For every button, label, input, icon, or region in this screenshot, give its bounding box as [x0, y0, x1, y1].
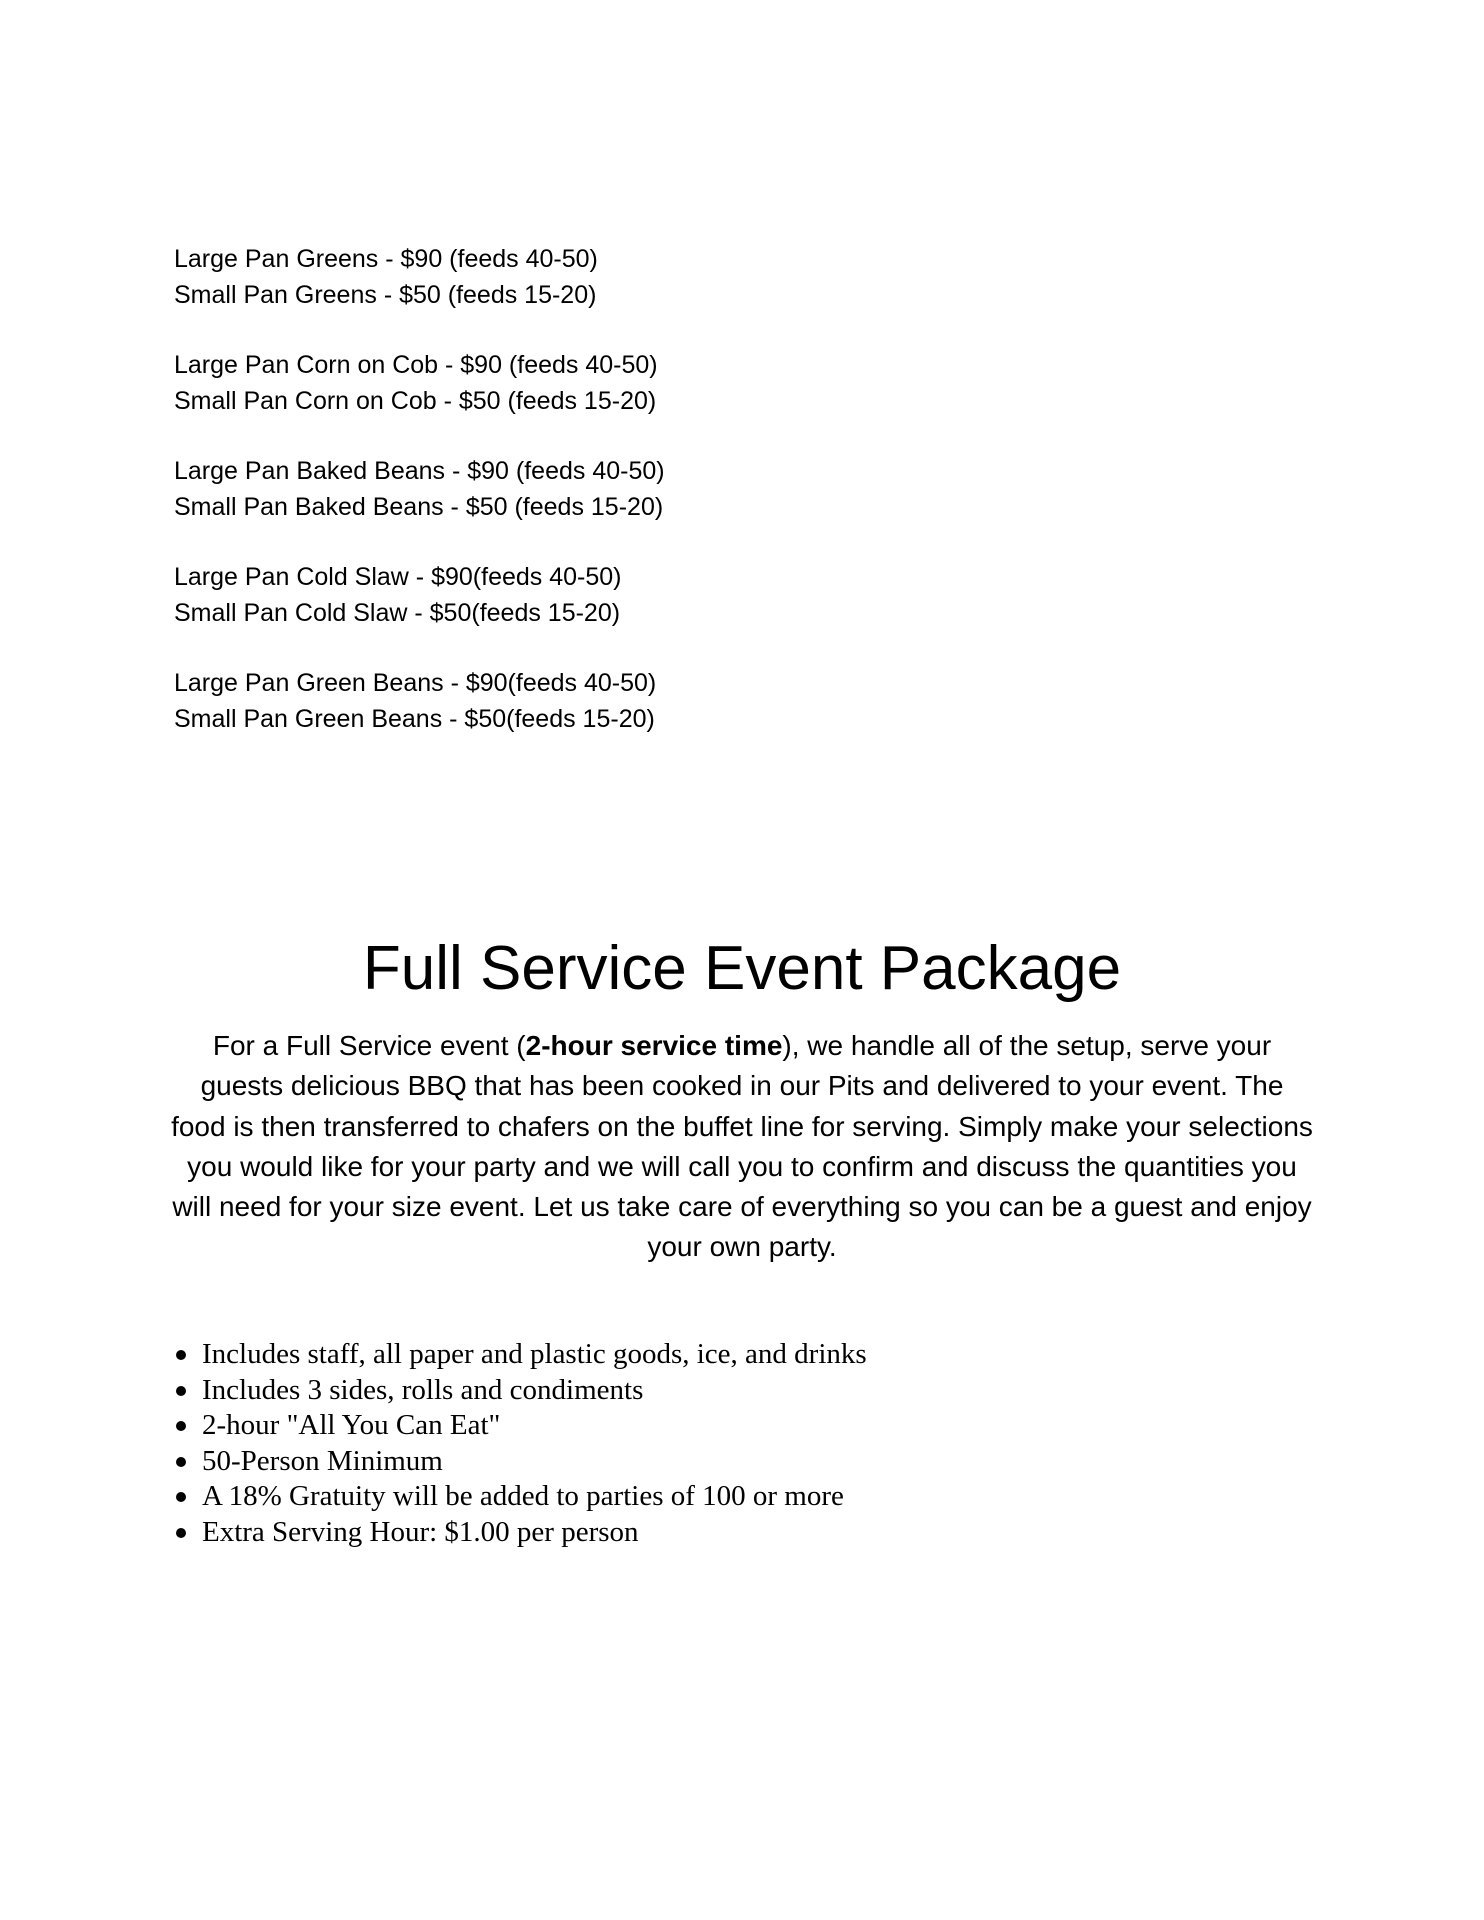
side-small-price: Small Pan Cold Slaw - $50(feeds 15-20) [174, 598, 621, 627]
feature-bullet [174, 1515, 1174, 1551]
feature-text: Includes 3 sides, rolls and condiments [202, 1373, 644, 1406]
intro-text-start: For a Full Service event ( [212, 1030, 526, 1061]
feature-bullet [174, 1444, 1174, 1480]
package-title: Full Service Event Package [362, 934, 1122, 1003]
package-description [170, 1026, 1314, 1268]
side-group-corn-on-cob [174, 348, 974, 419]
side-small-price: Small Pan Greens - $50 (feeds 15-20) [174, 280, 597, 309]
feature-text: A 18% Gratuity will be added to parties of 100 or more [202, 1480, 844, 1513]
side-large-price: Large Pan Cold Slaw - $90(feeds 40-50) [174, 563, 622, 591]
bullet-dot-icon [176, 1350, 186, 1360]
feature-text: Extra Serving Hour: $1.00 per person [202, 1515, 639, 1548]
bullet-dot-icon [176, 1386, 186, 1396]
side-large-price: Large Pan Corn on Cob - $90 (feeds 40-50) [174, 351, 658, 379]
feature-text: 2-hour "All You Can Eat" [202, 1409, 501, 1442]
bullet-dot-icon [176, 1492, 186, 1502]
intro-text-rest: ), we handle all of the setup, serve your guests delicious BBQ that has been cooked in our Pits and delivered to your event. The food is then transferred to chafers on the buffet line for serving. Simply make your selections you would like for your party and we will call you to confirm and discuss the quantities you will need for your size event. Let us take care of everything so you can be a guest and enjoy your own party. [171, 1030, 1313, 1263]
feature-bullet [174, 1408, 1174, 1444]
intro-service-time: 2-hour service time [525, 1030, 783, 1061]
bullet-dot-icon [176, 1528, 186, 1538]
feature-text: 50-Person Minimum [202, 1444, 443, 1477]
side-large-price: Large Pan Greens - $90 (feeds 40-50) [174, 245, 598, 273]
side-group-green-beans [174, 666, 974, 737]
feature-text: Includes staff, all paper and plastic goods, ice, and drinks [202, 1338, 867, 1370]
side-group-greens [174, 242, 974, 313]
side-small-price: Small Pan Corn on Cob - $50 (feeds 15-20) [174, 386, 657, 415]
side-small-price: Small Pan Green Beans - $50(feeds 15-20) [174, 704, 655, 733]
side-group-cold-slaw [174, 560, 974, 631]
bullet-dot-icon [176, 1421, 186, 1431]
bullet-dot-icon [176, 1457, 186, 1467]
feature-bullet [174, 1373, 1174, 1409]
side-large-price: Large Pan Green Beans - $90(feeds 40-50) [174, 669, 657, 697]
package-features-list [174, 1337, 1174, 1551]
side-group-baked-beans [174, 454, 974, 525]
side-small-price: Small Pan Baked Beans - $50 (feeds 15-20) [174, 492, 664, 521]
side-large-price: Large Pan Baked Beans - $90 (feeds 40-50) [174, 457, 665, 485]
sides-price-list [174, 242, 974, 772]
feature-bullet [174, 1337, 1174, 1373]
feature-bullet [174, 1479, 1174, 1515]
